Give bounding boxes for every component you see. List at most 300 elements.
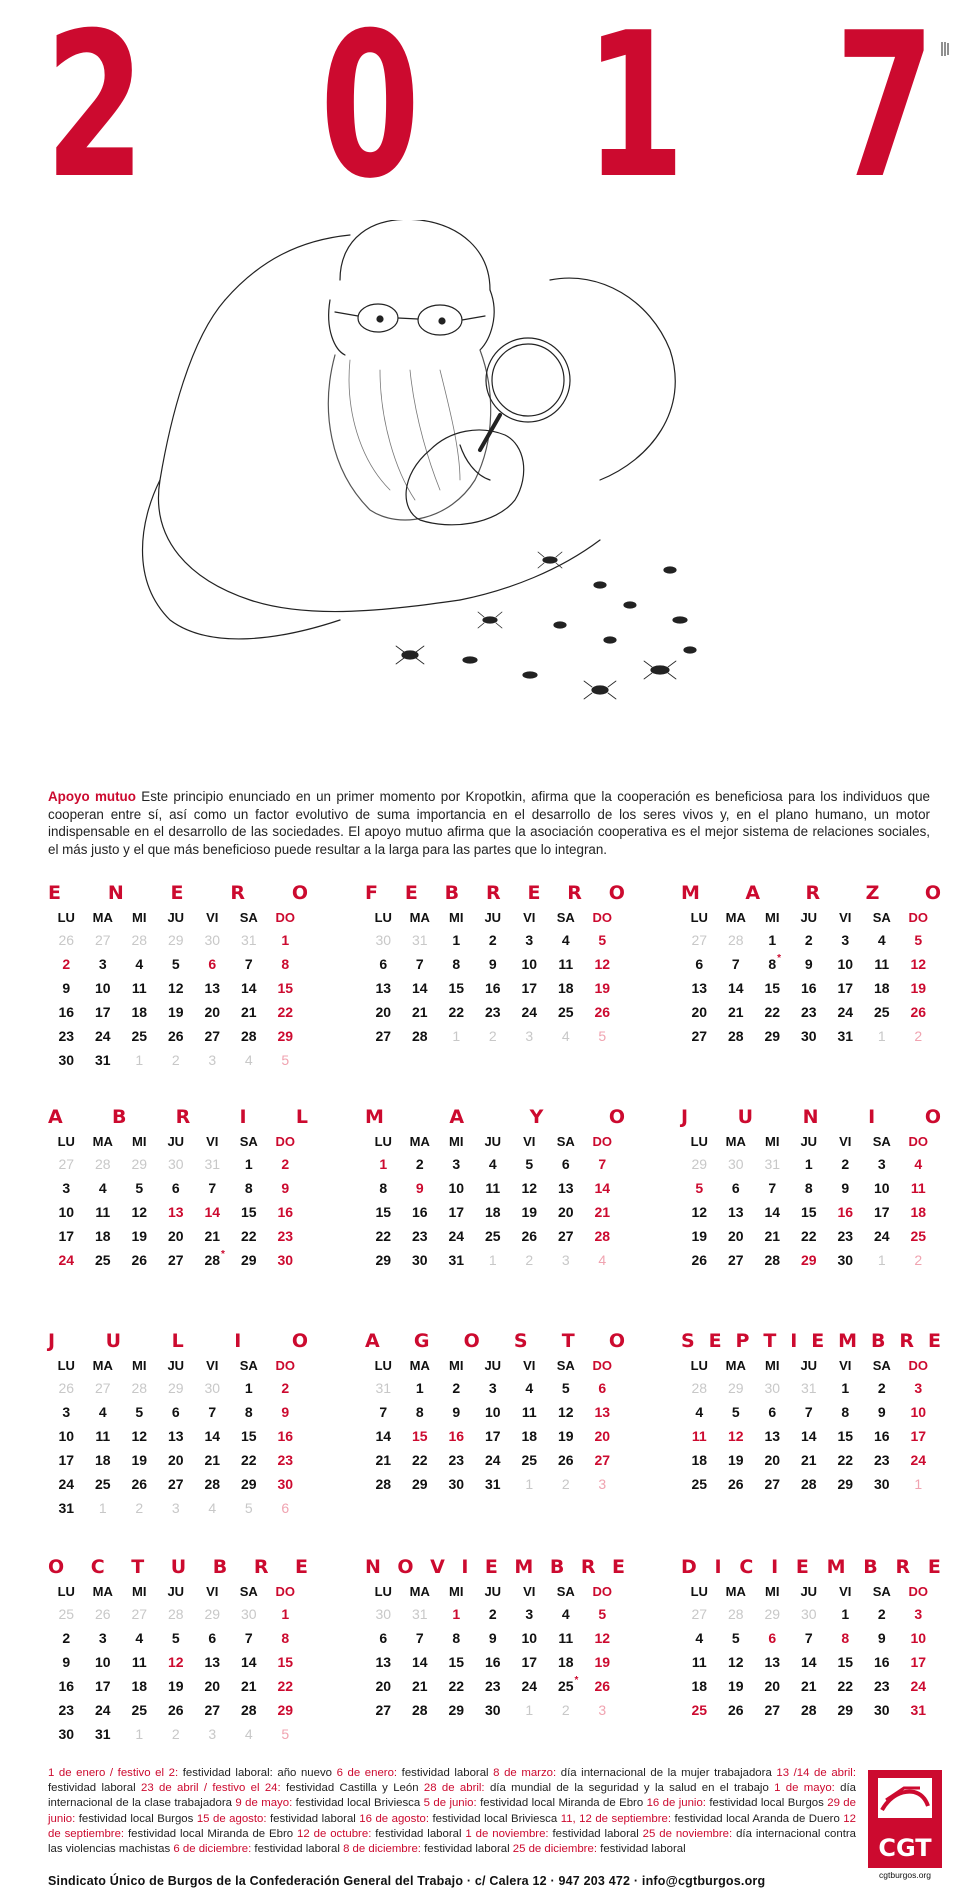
weekday-label: MI	[132, 1357, 147, 1373]
weekday-label: SA	[239, 1133, 258, 1149]
month-junio	[681, 1106, 941, 1272]
day-cell: 4	[98, 1404, 107, 1420]
day-cell: 15	[277, 1654, 294, 1670]
day-cell: 16	[277, 1204, 294, 1220]
day-cell: 7	[208, 1404, 217, 1420]
day-cell: 9	[415, 1180, 424, 1196]
month-name-letter: T	[131, 1556, 145, 1578]
holiday-date: 23 de abril / festivo el 24:	[141, 1782, 281, 1795]
day-cell: 21	[204, 1228, 221, 1244]
day-cell: 13	[691, 980, 708, 996]
day-cell: 3	[914, 1380, 923, 1396]
day-cell: 1	[841, 1606, 850, 1622]
day-cell: 31	[910, 1702, 927, 1718]
weekday-label: MA	[409, 909, 430, 925]
month-name-letter: S	[681, 1330, 695, 1352]
day-cell: 5	[244, 1500, 253, 1516]
day-cell: 3	[488, 1380, 497, 1396]
day-cell: 24	[484, 1452, 501, 1468]
month-name-letter: M	[681, 882, 700, 904]
day-cell: 12	[167, 1654, 184, 1670]
day-cell: 5	[598, 932, 607, 948]
week-row	[681, 976, 941, 1000]
weekday-label: VI	[839, 1133, 852, 1149]
day-cell: 2	[452, 1380, 461, 1396]
month-name-letter: O	[397, 1556, 414, 1578]
week-row	[681, 1176, 941, 1200]
weekday-label: LU	[57, 1583, 75, 1599]
day-cell: 12	[594, 956, 611, 972]
month-name-letter: O	[291, 1330, 308, 1352]
day-cell: 4	[244, 1052, 253, 1068]
week-row	[365, 1400, 625, 1424]
day-cell: 3	[914, 1606, 923, 1622]
day-cell: 27	[764, 1702, 781, 1718]
day-cell: 7	[731, 956, 740, 972]
day-cell: 30	[277, 1476, 294, 1492]
weekday-header	[365, 1130, 625, 1152]
day-cell: 11	[521, 1404, 537, 1420]
weekday-label: JU	[167, 909, 185, 925]
week-row	[681, 1200, 941, 1224]
weekday-header	[48, 1354, 308, 1376]
day-cell: 1	[244, 1380, 253, 1396]
month-name-letter: M	[826, 1556, 846, 1578]
day-cell: 24	[58, 1476, 75, 1492]
day-cell: 17	[521, 980, 538, 996]
month-name-letter: C	[739, 1556, 754, 1578]
day-cell: 2	[804, 932, 813, 948]
month-name-letter: R	[895, 1556, 911, 1578]
day-cell: 12	[167, 980, 184, 996]
weekday-label: LU	[690, 909, 708, 925]
day-cell: 9	[488, 956, 497, 972]
day-cell: 5	[171, 956, 180, 972]
day-cell: 3	[525, 1606, 534, 1622]
month-diciembre	[681, 1556, 941, 1722]
week-row	[48, 1376, 308, 1400]
day-cell: 6	[695, 956, 704, 972]
day-cell: 22	[837, 1452, 854, 1468]
day-cell: 4	[598, 1252, 607, 1268]
day-cell: 21	[764, 1228, 781, 1244]
day-cell: 20	[764, 1452, 781, 1468]
day-cell: 6	[171, 1180, 180, 1196]
month-name-letter: O	[924, 882, 941, 904]
month-name-letter: B	[871, 1330, 886, 1352]
weekday-label: VI	[523, 1133, 536, 1149]
day-cell: 6	[379, 1630, 388, 1646]
day-cell: 10	[94, 1654, 111, 1670]
week-row	[681, 1248, 941, 1272]
day-cell: 22	[277, 1004, 294, 1020]
day-cell: 14	[204, 1204, 221, 1220]
day-cell: 1	[768, 932, 777, 948]
month-julio	[48, 1330, 308, 1520]
day-cell: 31	[94, 1052, 111, 1068]
day-cell: 12	[557, 1404, 574, 1420]
week-row	[681, 1472, 941, 1496]
day-cell: 28	[800, 1476, 817, 1492]
day-cell: 23	[800, 1004, 817, 1020]
weekday-header	[681, 1130, 941, 1152]
holiday-date: 9 de mayo:	[235, 1797, 293, 1810]
day-cell: 6	[731, 1180, 740, 1196]
holiday-description: día internacional de la mujer trabajadora	[556, 1767, 777, 1779]
day-cell: 12	[910, 956, 927, 972]
day-cell: 1	[914, 1476, 923, 1492]
day-cell: 14	[727, 980, 744, 996]
day-cell: 14	[411, 1654, 428, 1670]
week-row	[681, 1024, 941, 1048]
month-name-letter: A	[449, 1106, 465, 1128]
day-cell: 26	[727, 1476, 744, 1492]
day-cell: 7	[768, 1180, 777, 1196]
day-cell: 3	[98, 956, 107, 972]
day-cell: 24	[910, 1452, 927, 1468]
day-cell: 1	[841, 1380, 850, 1396]
month-name-letter: E	[811, 1330, 825, 1352]
day-cell: 14	[800, 1654, 817, 1670]
day-cell: 24	[94, 1028, 111, 1044]
day-cell: 23	[837, 1228, 854, 1244]
day-cell: 31	[764, 1156, 781, 1172]
week-row	[365, 952, 625, 976]
day-cell: 14	[204, 1428, 221, 1444]
day-cell: 28	[727, 932, 744, 948]
holiday-date: 5 de junio:	[423, 1797, 477, 1810]
day-cell: 2	[488, 1028, 497, 1044]
day-cell: 19	[131, 1228, 148, 1244]
day-cell: 28	[594, 1228, 611, 1244]
day-cell: 2	[877, 1380, 886, 1396]
holiday-description: festividad Castilla y León	[280, 1782, 424, 1795]
day-cell: 30	[873, 1476, 890, 1492]
weekday-label: JU	[167, 1583, 185, 1599]
day-cell: 30	[764, 1380, 781, 1396]
day-cell: 28	[691, 1380, 708, 1396]
holiday-description: día mundial de la seguridad y la salud en el trabajo	[484, 1782, 775, 1795]
day-cell: 5	[914, 932, 923, 948]
month-name-letter: O	[463, 1330, 480, 1352]
day-cell: 13	[557, 1180, 574, 1196]
day-cell: 29	[204, 1606, 221, 1622]
day-cell: 28	[411, 1028, 428, 1044]
day-cell: 2	[62, 1630, 71, 1646]
day-cell: 5	[135, 1180, 144, 1196]
weekday-label: DO	[908, 1133, 928, 1149]
weekday-label: MI	[765, 909, 780, 925]
month-name-letter: O	[291, 882, 308, 904]
week-row	[681, 1602, 941, 1626]
month-name-letter: E	[927, 1556, 941, 1578]
week-row	[365, 1224, 625, 1248]
day-cell: 11	[95, 1428, 111, 1444]
holiday-description: festividad laboral	[266, 1812, 360, 1825]
day-cell: 15	[277, 980, 294, 996]
day-cell: 22	[277, 1678, 294, 1694]
month-name-letter: N	[107, 882, 124, 904]
intro-text: Este principio enunciado en un primer momento por Kropotkin, afirma que la cooperación es beneficiosa para los individuos que cooperan entre sí, así como un factor evolutivo de suma importancia en el desarrollo de los seres vivos y, en el plano humano, un motor indispensable en el desarrollo de las sociedades. El apoyo mutuo afirma que la asociación cooperativa es el mejor sistema de relaciones sociales, el más justo y el que más beneficioso puede resultar a la larga para las partes que lo integran.	[48, 789, 930, 857]
week-row	[365, 1176, 625, 1200]
week-row	[48, 1722, 308, 1746]
week-row	[48, 1650, 308, 1674]
holiday-date: 12 de septiembre:	[48, 1812, 856, 1840]
month-name	[48, 882, 308, 904]
week-row	[48, 1024, 308, 1048]
day-cell: 6	[208, 1630, 217, 1646]
week-row	[365, 976, 625, 1000]
month-name-letter: B	[212, 1556, 228, 1578]
weekday-label: MI	[449, 1583, 464, 1599]
weekday-label: DO	[908, 909, 928, 925]
day-cell: 14	[594, 1180, 611, 1196]
day-cell: 4	[695, 1404, 704, 1420]
day-cell: 5	[561, 1380, 570, 1396]
day-cell: 13	[375, 1654, 392, 1670]
day-cell: 17	[837, 980, 854, 996]
day-cell: 3	[841, 932, 850, 948]
day-cell: 11	[131, 980, 147, 996]
day-cell: 16	[58, 1678, 75, 1694]
day-cell: 1	[379, 1156, 388, 1172]
day-cell: 9	[877, 1630, 886, 1646]
handshake-icon	[868, 1770, 942, 1830]
month-name-letter: R	[253, 1556, 269, 1578]
month-name-letter: R	[230, 882, 245, 904]
month-name-letter: L	[295, 1106, 308, 1128]
day-cell: 13	[727, 1204, 744, 1220]
day-cell: 17	[58, 1452, 75, 1468]
day-cell: 29	[240, 1252, 257, 1268]
holiday-date: 6 de enero:	[336, 1767, 398, 1779]
month-agosto	[365, 1330, 625, 1496]
day-cell: 30	[448, 1476, 465, 1492]
day-cell: 19	[131, 1452, 148, 1468]
day-cell: 19	[910, 980, 927, 996]
month-name-letter: M	[365, 1106, 384, 1128]
day-cell: 9	[452, 1404, 461, 1420]
day-cell: 1	[525, 1476, 534, 1492]
day-cell: 13	[204, 1654, 221, 1670]
day-cell: 29	[727, 1380, 744, 1396]
day-cell: 11	[558, 956, 574, 972]
day-cell: 29	[411, 1476, 428, 1492]
day-cell: 17	[910, 1428, 927, 1444]
day-cell: 1	[281, 932, 290, 948]
holiday-date: 28 de abril:	[423, 1782, 485, 1795]
weekday-header	[681, 1580, 941, 1602]
week-row	[48, 1224, 308, 1248]
month-name-letter: O	[608, 1330, 625, 1352]
month-name-letter: N	[365, 1556, 381, 1578]
week-row	[365, 1650, 625, 1674]
year-digit: 2	[44, 0, 146, 223]
day-marker: *	[221, 1249, 225, 1260]
day-cell: 30	[240, 1606, 257, 1622]
day-cell: 11	[691, 1654, 707, 1670]
month-name-letter: R	[175, 1106, 191, 1128]
month-name-letter: B	[111, 1106, 127, 1128]
day-cell: 31	[94, 1726, 111, 1742]
day-cell: 21	[240, 1004, 257, 1020]
day-cell: 28	[411, 1702, 428, 1718]
day-cell: 16	[484, 1654, 501, 1670]
weekday-label: MI	[449, 909, 464, 925]
weekday-label: MA	[725, 1357, 746, 1373]
day-cell: 20	[727, 1228, 744, 1244]
day-cell: 15	[240, 1428, 257, 1444]
day-cell: 22	[240, 1228, 257, 1244]
day-cell: 5	[525, 1156, 534, 1172]
holiday-description: festividad local Burgos	[705, 1797, 828, 1810]
month-name	[681, 882, 941, 904]
weekday-label: MA	[92, 1133, 113, 1149]
day-cell: 5	[281, 1052, 290, 1068]
day-cell: 28 *	[204, 1249, 225, 1268]
weekday-label: MI	[449, 1133, 464, 1149]
day-cell: 9	[62, 1654, 71, 1670]
day-cell: 30	[277, 1252, 294, 1268]
day-cell: 7	[598, 1156, 607, 1172]
year-digit: 7	[834, 0, 936, 223]
day-cell: 25	[131, 1702, 148, 1718]
day-cell: 29	[837, 1702, 854, 1718]
day-cell: 7	[244, 956, 253, 972]
day-cell: 1	[98, 1500, 107, 1516]
holiday-description: día internacional de la clase trabajadora	[48, 1782, 857, 1810]
day-cell: 6	[768, 1630, 777, 1646]
weekday-label: MA	[92, 1583, 113, 1599]
day-cell: 12	[727, 1428, 744, 1444]
holiday-date: 11, 12 de septiembre:	[560, 1812, 672, 1825]
day-cell: 5	[135, 1404, 144, 1420]
day-cell: 31	[837, 1028, 854, 1044]
day-cell: 18	[131, 1004, 148, 1020]
day-cell: 7	[379, 1404, 388, 1420]
day-cell: 3	[62, 1404, 71, 1420]
week-row	[48, 1472, 308, 1496]
day-cell: 3	[171, 1500, 180, 1516]
weekday-label: MI	[765, 1583, 780, 1599]
month-name-letter: R	[899, 1330, 915, 1352]
week-row	[681, 1400, 941, 1424]
week-row	[48, 1176, 308, 1200]
day-cell: 10	[521, 1630, 538, 1646]
weekday-label: DO	[275, 1583, 295, 1599]
holiday-date: 16 de agosto:	[359, 1812, 429, 1825]
week-row	[365, 1152, 625, 1176]
day-cell: 9	[488, 1630, 497, 1646]
day-cell: 1	[877, 1028, 886, 1044]
year-digit: 0	[319, 0, 421, 223]
day-cell: 24	[873, 1228, 890, 1244]
day-cell: 2	[135, 1500, 144, 1516]
day-cell: 25	[131, 1028, 148, 1044]
week-row	[48, 928, 308, 952]
holiday-date: 25 de diciembre:	[512, 1843, 597, 1856]
day-cell: 20	[594, 1428, 611, 1444]
month-name-letter: S	[513, 1330, 528, 1352]
day-cell: 29	[167, 932, 184, 948]
weekday-label: LU	[374, 909, 392, 925]
day-cell: 10	[521, 956, 538, 972]
day-cell: 9	[281, 1404, 290, 1420]
day-cell: 31	[448, 1252, 465, 1268]
weekday-label: JU	[800, 1583, 818, 1599]
day-cell: 6	[768, 1404, 777, 1420]
day-cell: 7	[804, 1404, 813, 1420]
day-cell: 30	[873, 1702, 890, 1718]
day-cell: 18	[94, 1452, 111, 1468]
day-cell: 15	[448, 1654, 465, 1670]
weekday-label: DO	[908, 1357, 928, 1373]
day-cell: 25	[58, 1606, 75, 1622]
day-cell: 31	[484, 1476, 501, 1492]
day-cell: 3	[525, 932, 534, 948]
day-cell: 7	[415, 956, 424, 972]
day-cell: 15	[764, 980, 781, 996]
day-cell: 1	[877, 1252, 886, 1268]
day-cell: 8	[841, 1404, 850, 1420]
day-cell: 29	[131, 1156, 148, 1172]
weekday-header	[365, 906, 625, 928]
day-cell: 10	[910, 1404, 927, 1420]
day-cell: 26	[58, 932, 75, 948]
day-cell: 1	[804, 1156, 813, 1172]
day-cell: 5	[281, 1726, 290, 1742]
day-cell: 29	[764, 1606, 781, 1622]
day-cell: 30	[58, 1052, 75, 1068]
day-cell: 24	[448, 1228, 465, 1244]
day-cell: 15	[240, 1204, 257, 1220]
day-cell: 16	[448, 1428, 465, 1444]
day-cell: 2	[415, 1156, 424, 1172]
month-name-letter: D	[681, 1556, 697, 1578]
day-cell: 2	[281, 1156, 290, 1172]
holiday-description: día internacional contra las violencias machistas	[48, 1827, 857, 1856]
weekday-label: LU	[57, 1357, 75, 1373]
month-name-letter: J	[681, 1106, 689, 1128]
month-septiembre	[681, 1330, 941, 1496]
day-cell: 26	[521, 1228, 538, 1244]
weekday-label: DO	[275, 1357, 295, 1373]
day-cell: 28	[167, 1606, 184, 1622]
weekday-label: VI	[839, 1583, 852, 1599]
day-cell: 19	[727, 1452, 744, 1468]
month-name-letter: L	[171, 1330, 184, 1352]
month-name-letter: V	[430, 1556, 445, 1578]
weekday-label: MI	[765, 1357, 780, 1373]
day-cell: 6	[561, 1156, 570, 1172]
weekday-label: DO	[592, 1133, 612, 1149]
weekday-label: VI	[206, 1357, 219, 1373]
month-enero	[48, 882, 308, 1072]
holiday-date: 16 de junio:	[646, 1797, 706, 1810]
day-cell: 7	[208, 1180, 217, 1196]
month-noviembre	[365, 1556, 625, 1722]
month-name-letter: O	[924, 1106, 941, 1128]
day-cell: 29	[448, 1702, 465, 1718]
day-cell: 21	[411, 1678, 428, 1694]
day-cell: 14	[240, 980, 257, 996]
day-cell: 16	[484, 980, 501, 996]
weekday-header	[681, 906, 941, 928]
day-cell: 12	[727, 1654, 744, 1670]
holiday-description: festividad laboral	[371, 1827, 466, 1840]
month-name	[48, 1330, 308, 1352]
month-name-letter: J	[48, 1330, 56, 1352]
